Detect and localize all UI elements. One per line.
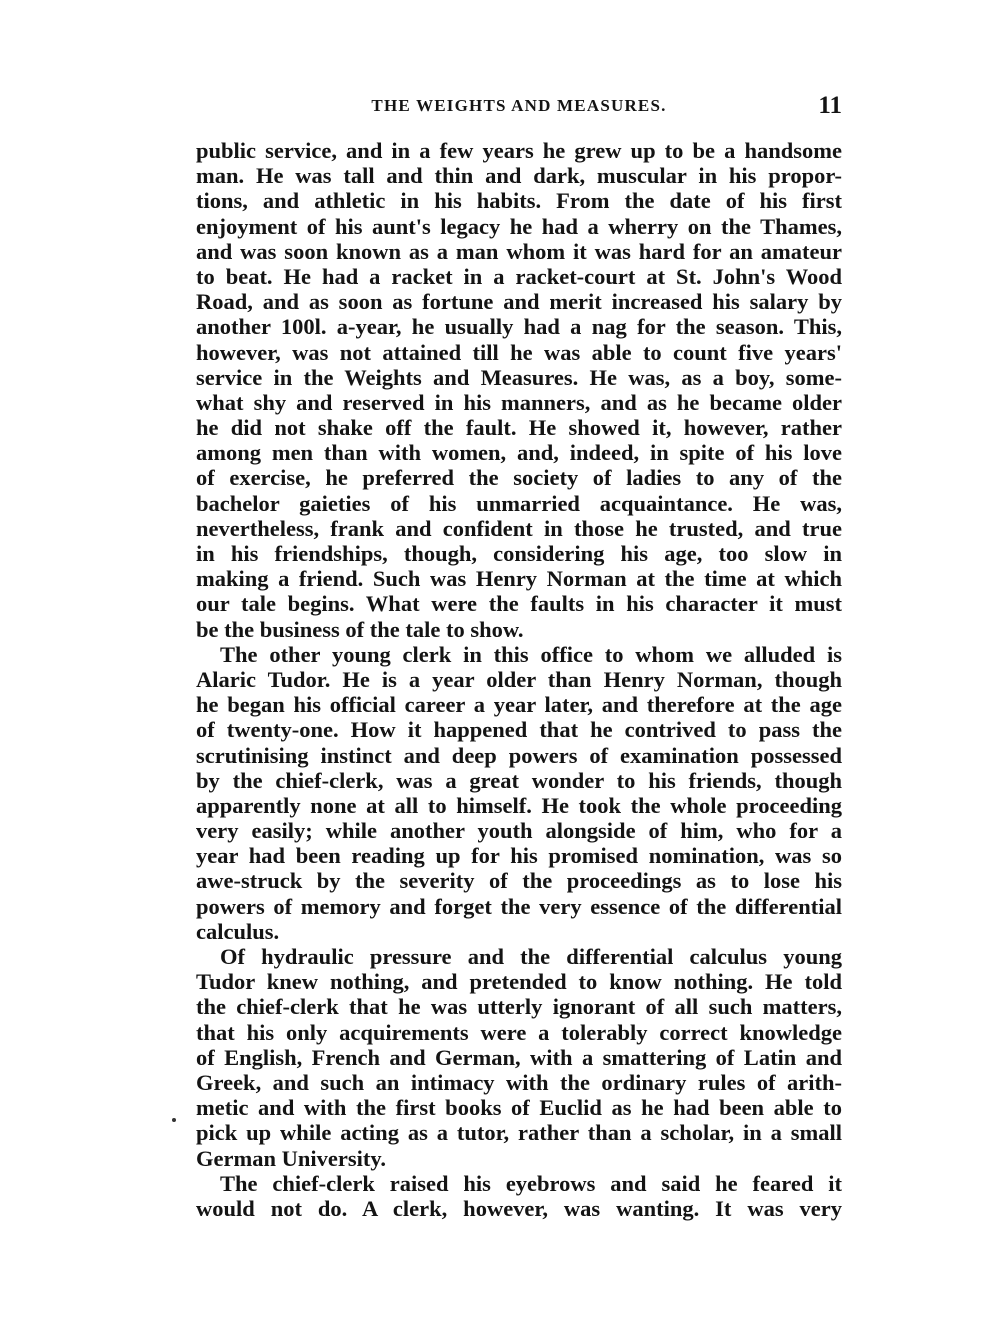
text-line: among men than with women, and, indeed, in spite of his love [196,440,842,466]
text-line: pick up while acting as a tutor, rather than a scholar, in a small [196,1120,842,1146]
text-line: that his only acquirements were a tolerably correct knowledge [196,1019,842,1045]
text-line: the chief-clerk that he was utterly ignorant of all such matters, [196,994,842,1020]
stray-ink-dot [172,1118,176,1122]
text-line: bachelor gaieties of his unmarried acquaintance. He was, [196,490,842,516]
paragraph [196,1171,842,1221]
text-line: service in the Weights and Measures. He was, as a boy, some- [196,364,842,390]
text-line: man. He was tall and thin and dark, muscular in his propor- [196,163,842,189]
text-line: however, was not attained till he was able to count five years' [196,339,842,365]
text-line: The chief-clerk raised his eyebrows and said he feared it [220,1170,842,1196]
text-line: German University. [196,1145,386,1171]
text-line: he did not shake off the fault. He showed it, however, rather [196,415,842,441]
text-line: and was soon known as a man whom it was hard for an amateur [196,238,842,264]
text-line: by the chief-clerk, was a great wonder to his friends, though [196,767,842,793]
text-line: of English, French and German, with a smattering of Latin and [196,1044,842,1070]
text-line: Of hydraulic pressure and the differential calculus young [220,944,842,969]
text-line: public service, and in a few years he grew up to be a handsome [196,138,842,163]
text-line: nevertheless, frank and confident in those he trusted, and true [196,515,842,541]
paragraph [196,642,842,944]
text-line: making a friend. Such was Henry Norman at the time at which [196,566,842,592]
text-line: of twenty-one. How it happened that he contrived to pass the [196,717,842,743]
text-line: Road, and as soon as fortune and merit increased his salary by [196,289,842,315]
text-line: of exercise, he preferred the society of ladies to any of the [196,465,842,491]
text-line: year had been reading up for his promised nomination, was so [196,843,842,869]
text-line: be the business of the tale to show. [196,616,524,642]
text-line: Alaric Tudor. He is a year older than Henry Norman, though [196,666,842,692]
text-line: awe-struck by the severity of the proceedings as to lose his [196,868,842,894]
paragraph [196,944,842,1171]
text-line: scrutinising instinct and deep powers of examination possessed [196,742,842,768]
text-line: very easily; while another youth alongside of him, who for a [196,818,842,844]
text-line: to beat. He had a racket in a racket-court at St. John's Wood [196,263,842,289]
text-line: powers of memory and forget the very essence of the differential [196,893,842,919]
text-line: metic and with the first books of Euclid as he had been able to [196,1095,842,1121]
paragraph [196,138,842,642]
page-number: 11 [818,92,842,119]
body-text [196,138,842,1221]
text-line: what shy and reserved in his manners, and as he became older [196,389,842,415]
text-line: he began his official career a year later, and therefore at the age [196,692,842,718]
text-line: The other young clerk in this office to whom we alluded is [220,641,842,667]
text-line: calculus. [196,918,280,944]
running-head [196,86,842,126]
text-line: Greek, and such an intimacy with the ordinary rules of arith- [196,1069,842,1095]
running-title: THE WEIGHTS AND MEASURES. [371,96,667,115]
text-line: in his friendships, though, considering his age, too slow in [196,541,842,566]
text-line: would not do. A clerk, however, was wanting. It was very [196,1195,842,1221]
text-line: another 100l. a-year, he usually had a nag for the season. This, [196,314,842,340]
text-line: tions, and athletic in his habits. From the date of his first [196,188,842,214]
text-line: enjoyment of his aunt's legacy he had a wherry on the Thames, [196,213,842,239]
text-line: our tale begins. What were the faults in his character it must [196,591,842,617]
text-line: apparently none at all to himself. He took the whole proceeding [196,792,842,818]
text-line: Tudor knew nothing, and pretended to know nothing. He told [196,969,842,995]
